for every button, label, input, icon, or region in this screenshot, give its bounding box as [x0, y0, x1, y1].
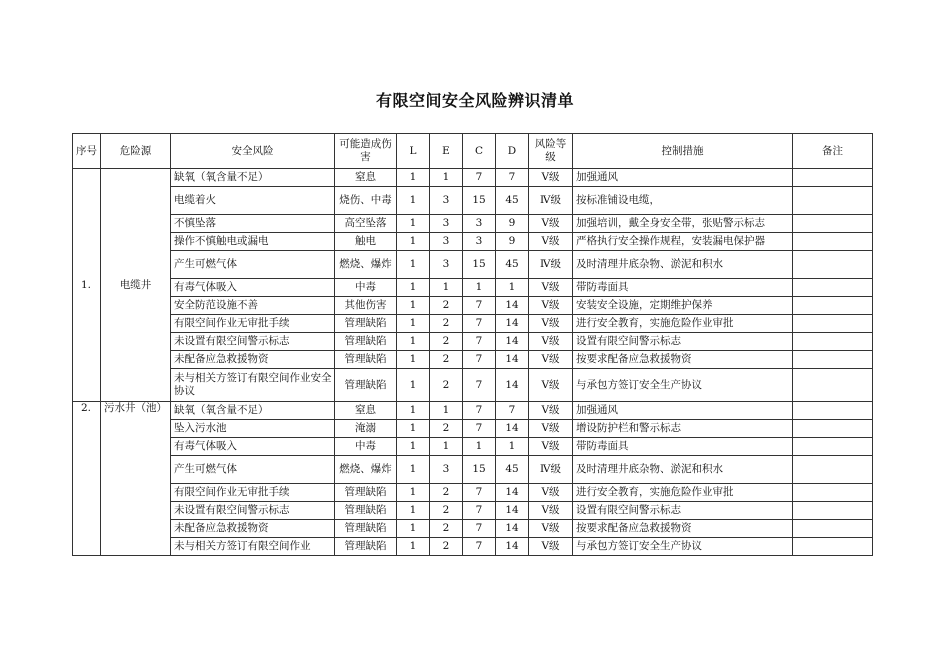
risk-level-cell: Ⅴ级: [529, 502, 573, 520]
table-row: [73, 484, 873, 502]
harm-cell: 管理缺陷: [335, 351, 397, 369]
d-value-cell: 45: [496, 456, 529, 484]
d-value-cell: 1: [496, 279, 529, 297]
d-value-cell: 14: [496, 369, 529, 402]
risk-level-cell: Ⅴ级: [529, 215, 573, 233]
l-value-cell: 1: [397, 279, 430, 297]
risk-level-cell: Ⅴ级: [529, 351, 573, 369]
l-value-cell: 1: [397, 369, 430, 402]
note-cell: [793, 333, 873, 351]
e-value-cell: 1: [430, 279, 463, 297]
seq-cell: 2.: [73, 402, 101, 556]
risk-level-cell: Ⅳ级: [529, 187, 573, 215]
header-e: E: [430, 134, 463, 169]
l-value-cell: 1: [397, 315, 430, 333]
c-value-cell: 7: [463, 420, 496, 438]
d-value-cell: 14: [496, 502, 529, 520]
risk-cell: 缺氧（氧含量不足）: [171, 402, 335, 420]
risk-level-cell: Ⅴ级: [529, 233, 573, 251]
risk-level-cell: Ⅴ级: [529, 438, 573, 456]
control-measure-cell: 严格执行安全操作规程，安装漏电保护器: [573, 233, 793, 251]
risk-cell: 有毒气体吸入: [171, 279, 335, 297]
control-measure-cell: 加强培训，戴全身安全带，张贴警示标志: [573, 215, 793, 233]
risk-cell: 未设置有限空间警示标志: [171, 333, 335, 351]
l-value-cell: 1: [397, 297, 430, 315]
e-value-cell: 2: [430, 297, 463, 315]
header-note: 备注: [793, 134, 873, 169]
table-row: [73, 502, 873, 520]
header-level: 风险等级: [529, 134, 573, 169]
c-value-cell: 7: [463, 169, 496, 187]
risk-cell: 有毒气体吸入: [171, 438, 335, 456]
e-value-cell: 1: [430, 169, 463, 187]
c-value-cell: 1: [463, 279, 496, 297]
risk-cell: 安全防范设施不善: [171, 297, 335, 315]
table-row: [73, 369, 873, 402]
l-value-cell: 1: [397, 502, 430, 520]
d-value-cell: 7: [496, 402, 529, 420]
e-value-cell: 2: [430, 520, 463, 538]
hazard-source-cell: 污水井（池）: [101, 402, 171, 556]
d-value-cell: 45: [496, 187, 529, 215]
table-row: [73, 169, 873, 187]
d-value-cell: 14: [496, 297, 529, 315]
table-row: [73, 438, 873, 456]
control-measure-cell: 增设防护栏和警示标志: [573, 420, 793, 438]
c-value-cell: 3: [463, 215, 496, 233]
note-cell: [793, 315, 873, 333]
table-row: [73, 538, 873, 556]
risk-cell: 有限空间作业无审批手续: [171, 315, 335, 333]
c-value-cell: 7: [463, 502, 496, 520]
harm-cell: 淹溺: [335, 420, 397, 438]
d-value-cell: 14: [496, 315, 529, 333]
header-l: L: [397, 134, 430, 169]
harm-cell: 中毒: [335, 438, 397, 456]
d-value-cell: 9: [496, 215, 529, 233]
harm-cell: 其他伤害: [335, 297, 397, 315]
table-row: [73, 420, 873, 438]
e-value-cell: 2: [430, 502, 463, 520]
c-value-cell: 1: [463, 438, 496, 456]
harm-cell: 管理缺陷: [335, 538, 397, 556]
note-cell: [793, 538, 873, 556]
harm-cell: 管理缺陷: [335, 369, 397, 402]
e-value-cell: 3: [430, 251, 463, 279]
e-value-cell: 3: [430, 233, 463, 251]
harm-cell: 烧伤、中毒: [335, 187, 397, 215]
risk-level-cell: Ⅴ级: [529, 402, 573, 420]
risk-level-cell: Ⅴ级: [529, 333, 573, 351]
l-value-cell: 1: [397, 420, 430, 438]
d-value-cell: 14: [496, 484, 529, 502]
note-cell: [793, 297, 873, 315]
table-row: [73, 187, 873, 215]
table-row: [73, 351, 873, 369]
d-value-cell: 7: [496, 169, 529, 187]
l-value-cell: 1: [397, 251, 430, 279]
d-value-cell: 1: [496, 438, 529, 456]
harm-cell: 管理缺陷: [335, 333, 397, 351]
c-value-cell: 15: [463, 456, 496, 484]
l-value-cell: 1: [397, 215, 430, 233]
risk-cell: 有限空间作业无审批手续: [171, 484, 335, 502]
risk-identification-table: [72, 133, 873, 556]
harm-cell: 管理缺陷: [335, 520, 397, 538]
table-row: [73, 251, 873, 279]
control-measure-cell: 加强通风: [573, 402, 793, 420]
harm-cell: 管理缺陷: [335, 484, 397, 502]
c-value-cell: 7: [463, 538, 496, 556]
header-risk: 安全风险: [171, 134, 335, 169]
d-value-cell: 14: [496, 351, 529, 369]
note-cell: [793, 456, 873, 484]
control-measure-cell: 加强通风: [573, 169, 793, 187]
control-measure-cell: 及时清理井底杂物、淤泥和积水: [573, 251, 793, 279]
risk-cell: 不慎坠落: [171, 215, 335, 233]
risk-level-cell: Ⅴ级: [529, 279, 573, 297]
control-measure-cell: 与承包方签订安全生产协议: [573, 538, 793, 556]
risk-cell: 未设置有限空间警示标志: [171, 502, 335, 520]
e-value-cell: 2: [430, 420, 463, 438]
control-measure-cell: 设置有限空间警示标志: [573, 333, 793, 351]
l-value-cell: 1: [397, 484, 430, 502]
risk-level-cell: Ⅴ级: [529, 315, 573, 333]
d-value-cell: 14: [496, 333, 529, 351]
l-value-cell: 1: [397, 402, 430, 420]
risk-cell: 未配备应急救援物资: [171, 520, 335, 538]
e-value-cell: 1: [430, 402, 463, 420]
table-row: [73, 279, 873, 297]
e-value-cell: 1: [430, 438, 463, 456]
table-row: [73, 297, 873, 315]
control-measure-cell: 及时清理井底杂物、淤泥和积水: [573, 456, 793, 484]
d-value-cell: 14: [496, 538, 529, 556]
header-source: 危险源: [101, 134, 171, 169]
table-header-row: [73, 134, 873, 169]
risk-cell: 电缆着火: [171, 187, 335, 215]
table-row: [73, 402, 873, 420]
note-cell: [793, 169, 873, 187]
risk-level-cell: Ⅴ级: [529, 520, 573, 538]
table-row: [73, 315, 873, 333]
d-value-cell: 14: [496, 520, 529, 538]
e-value-cell: 2: [430, 351, 463, 369]
harm-cell: 触电: [335, 233, 397, 251]
risk-cell: 缺氧（氧含量不足）: [171, 169, 335, 187]
risk-level-cell: Ⅴ级: [529, 297, 573, 315]
table-row: [73, 333, 873, 351]
e-value-cell: 3: [430, 187, 463, 215]
c-value-cell: 7: [463, 520, 496, 538]
control-measure-cell: 进行安全教育，实施危险作业审批: [573, 484, 793, 502]
note-cell: [793, 233, 873, 251]
e-value-cell: 2: [430, 315, 463, 333]
table-row: [73, 456, 873, 484]
e-value-cell: 3: [430, 215, 463, 233]
header-control: 控制措施: [573, 134, 793, 169]
l-value-cell: 1: [397, 438, 430, 456]
l-value-cell: 1: [397, 351, 430, 369]
c-value-cell: 3: [463, 233, 496, 251]
note-cell: [793, 438, 873, 456]
e-value-cell: 3: [430, 456, 463, 484]
risk-level-cell: Ⅳ级: [529, 251, 573, 279]
c-value-cell: 7: [463, 484, 496, 502]
risk-level-cell: Ⅴ级: [529, 369, 573, 402]
table-row: [73, 215, 873, 233]
table-row: [73, 233, 873, 251]
note-cell: [793, 187, 873, 215]
risk-cell: 产生可燃气体: [171, 456, 335, 484]
note-cell: [793, 215, 873, 233]
risk-cell: 未与相关方签订有限空间作业: [171, 538, 335, 556]
risk-cell: 操作不慎触电或漏电: [171, 233, 335, 251]
note-cell: [793, 420, 873, 438]
seq-cell: 1.: [73, 169, 101, 402]
risk-level-cell: Ⅴ级: [529, 169, 573, 187]
harm-cell: 管理缺陷: [335, 502, 397, 520]
table-row: [73, 520, 873, 538]
control-measure-cell: 与承包方签订安全生产协议: [573, 369, 793, 402]
header-seq: 序号: [73, 134, 101, 169]
harm-cell: 窒息: [335, 402, 397, 420]
harm-cell: 窒息: [335, 169, 397, 187]
harm-cell: 管理缺陷: [335, 315, 397, 333]
note-cell: [793, 502, 873, 520]
risk-level-cell: Ⅴ级: [529, 538, 573, 556]
note-cell: [793, 402, 873, 420]
l-value-cell: 1: [397, 187, 430, 215]
l-value-cell: 1: [397, 333, 430, 351]
l-value-cell: 1: [397, 456, 430, 484]
control-measure-cell: 按要求配备应急救援物资: [573, 520, 793, 538]
control-measure-cell: 按标准铺设电缆，: [573, 187, 793, 215]
control-measure-cell: 带防毒面具: [573, 438, 793, 456]
d-value-cell: 9: [496, 233, 529, 251]
note-cell: [793, 251, 873, 279]
control-measure-cell: 按要求配备应急救援物资: [573, 351, 793, 369]
risk-level-cell: Ⅳ级: [529, 456, 573, 484]
note-cell: [793, 369, 873, 402]
harm-cell: 燃烧、爆炸: [335, 456, 397, 484]
note-cell: [793, 351, 873, 369]
c-value-cell: 7: [463, 297, 496, 315]
risk-cell: 未与相关方签订有限空间作业安全协议: [171, 369, 335, 402]
control-measure-cell: 设置有限空间警示标志: [573, 502, 793, 520]
document-title: 有限空间安全风险辨识清单: [375, 91, 574, 110]
note-cell: [793, 520, 873, 538]
risk-cell: 产生可燃气体: [171, 251, 335, 279]
e-value-cell: 2: [430, 369, 463, 402]
d-value-cell: 45: [496, 251, 529, 279]
e-value-cell: 2: [430, 333, 463, 351]
l-value-cell: 1: [397, 169, 430, 187]
c-value-cell: 7: [463, 369, 496, 402]
c-value-cell: 7: [463, 315, 496, 333]
e-value-cell: 2: [430, 484, 463, 502]
header-harm: 可能造成伤害: [335, 134, 397, 169]
c-value-cell: 7: [463, 402, 496, 420]
c-value-cell: 7: [463, 351, 496, 369]
c-value-cell: 15: [463, 187, 496, 215]
risk-cell: 坠入污水池: [171, 420, 335, 438]
hazard-source-cell: 电缆井: [101, 169, 171, 402]
table-body: [73, 169, 873, 556]
e-value-cell: 2: [430, 538, 463, 556]
control-measure-cell: 安装安全设施，定期维护保养: [573, 297, 793, 315]
risk-level-cell: Ⅴ级: [529, 420, 573, 438]
header-c: C: [463, 134, 496, 169]
header-d: D: [496, 134, 529, 169]
harm-cell: 燃烧、爆炸: [335, 251, 397, 279]
d-value-cell: 14: [496, 420, 529, 438]
harm-cell: 高空坠落: [335, 215, 397, 233]
harm-cell: 中毒: [335, 279, 397, 297]
control-measure-cell: 进行安全教育，实施危险作业审批: [573, 315, 793, 333]
l-value-cell: 1: [397, 233, 430, 251]
note-cell: [793, 484, 873, 502]
note-cell: [793, 279, 873, 297]
risk-cell: 未配备应急救援物资: [171, 351, 335, 369]
c-value-cell: 15: [463, 251, 496, 279]
l-value-cell: 1: [397, 538, 430, 556]
control-measure-cell: 带防毒面具: [573, 279, 793, 297]
c-value-cell: 7: [463, 333, 496, 351]
risk-level-cell: Ⅴ级: [529, 484, 573, 502]
l-value-cell: 1: [397, 520, 430, 538]
